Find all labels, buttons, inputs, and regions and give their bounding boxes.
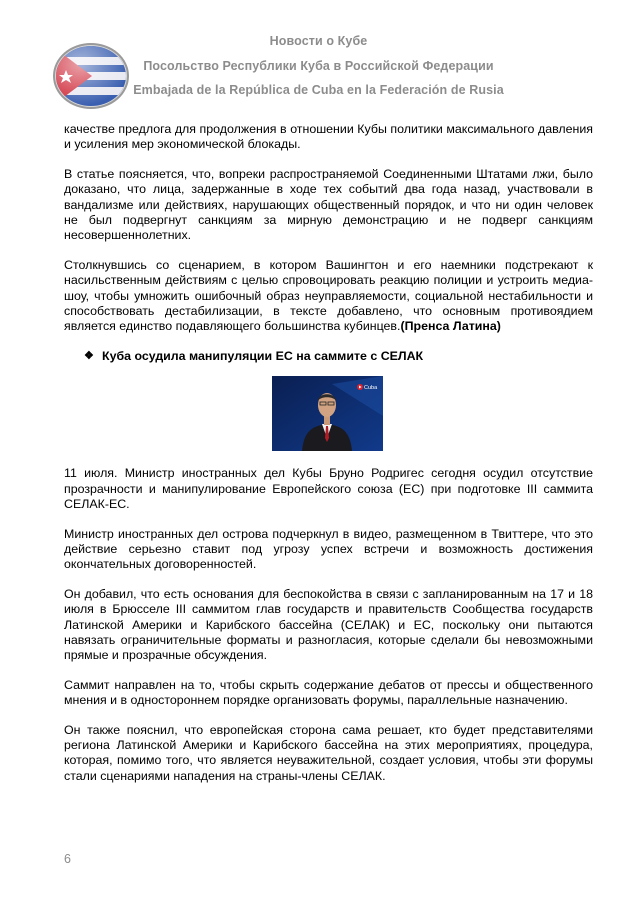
header-embassy-ru: Посольство Республики Куба в Российской Федерации [143, 59, 494, 73]
cuba-flag-logo [52, 42, 130, 110]
paragraph: Он также пояснил, что европейская сторона сама решает, кто будет представителями региона Латинской Америки и Карибского бассейна на этих мероприятиях, процедура, которая, помимо того, что является неуважительной, создает условия, чтобы эти форумы стали сценариями нападения на страны-члены СЕЛАК. [64, 722, 593, 783]
section-heading [84, 349, 593, 364]
page-number: 6 [64, 852, 71, 866]
paragraph: В статье поясняется, что, вопреки распространяемой Соединенными Штатами лжи, было доказано, что лица, задержанные в ходе тех событий два года назад, участвовали в вандализме или действиях, нарушающих общественный порядок, и что ни один человек не был подвергнут санкциям за мирную демонстрацию и не подверг санкциям несовершеннолетних. [64, 166, 593, 243]
video-badge-label: Cuba [364, 385, 378, 392]
paragraph: Министр иностранных дел острова подчеркнул в видео, размещенном в Твиттере, что это действие серьезно ставит под угрозу успех встречи и возможность достижения окончательных договоренностей. [64, 526, 593, 572]
article-body [64, 122, 593, 798]
header-embassy-es: Embajada de la República de Cuba en la Federación de Rusia [133, 83, 504, 97]
paragraph: 11 июля. Министр иностранных дел Кубы Бруно Родригес сегодня осудил отсутствие прозрачности и манипулирование Европейского союза (ЕС) при подготовке III саммита СЕЛАК-ЕС. [64, 466, 593, 512]
header-title: Новости о Кубе [269, 34, 368, 48]
source-credit: (Пренса Латина) [400, 319, 501, 334]
paragraph-text: Столкнувшись со сценарием, в котором Вашингтон и его наемники подстрекают к насильственным действиям с целью спровоцировать реакцию полиции и устроить медиа-шоу, чтобы умножить ошибочный образ неуправляемости, социальной нестабильности и способствовать дестабилизации, в тексте добавлено, что основным противоядием является единство подавляющего большинства кубинцев. [64, 257, 593, 334]
video-thumbnail[interactable] [272, 376, 383, 451]
paragraph [64, 258, 593, 335]
section-heading-text: Куба осудила манипуляции ЕС на саммите с СЕЛАК [102, 348, 424, 363]
paragraph: качестве предлога для продолжения в отношении Кубы политики максимального давления и усиления мер экономической блокады. [64, 122, 593, 152]
paragraph: Он добавил, что есть основания для беспокойства в связи с запланированным на 17 и 18 июля в Брюсселе III саммитом глав государств и правительств Сообщества государств Латинской Америки и Карибского бассейна (СЕЛАК) и ЕС, поскольку они пытаются навязать ограничительные форматы и разногласия, которые сделали бы невозможными прямые и прозрачные обсуждения. [64, 586, 593, 663]
paragraph: Саммит направлен на то, чтобы скрыть содержание дебатов от прессы и общественного мнения и в одностороннем порядке организовать форумы, параллельные назначению. [64, 677, 593, 708]
diamond-bullet-icon: ❖ [84, 349, 94, 362]
